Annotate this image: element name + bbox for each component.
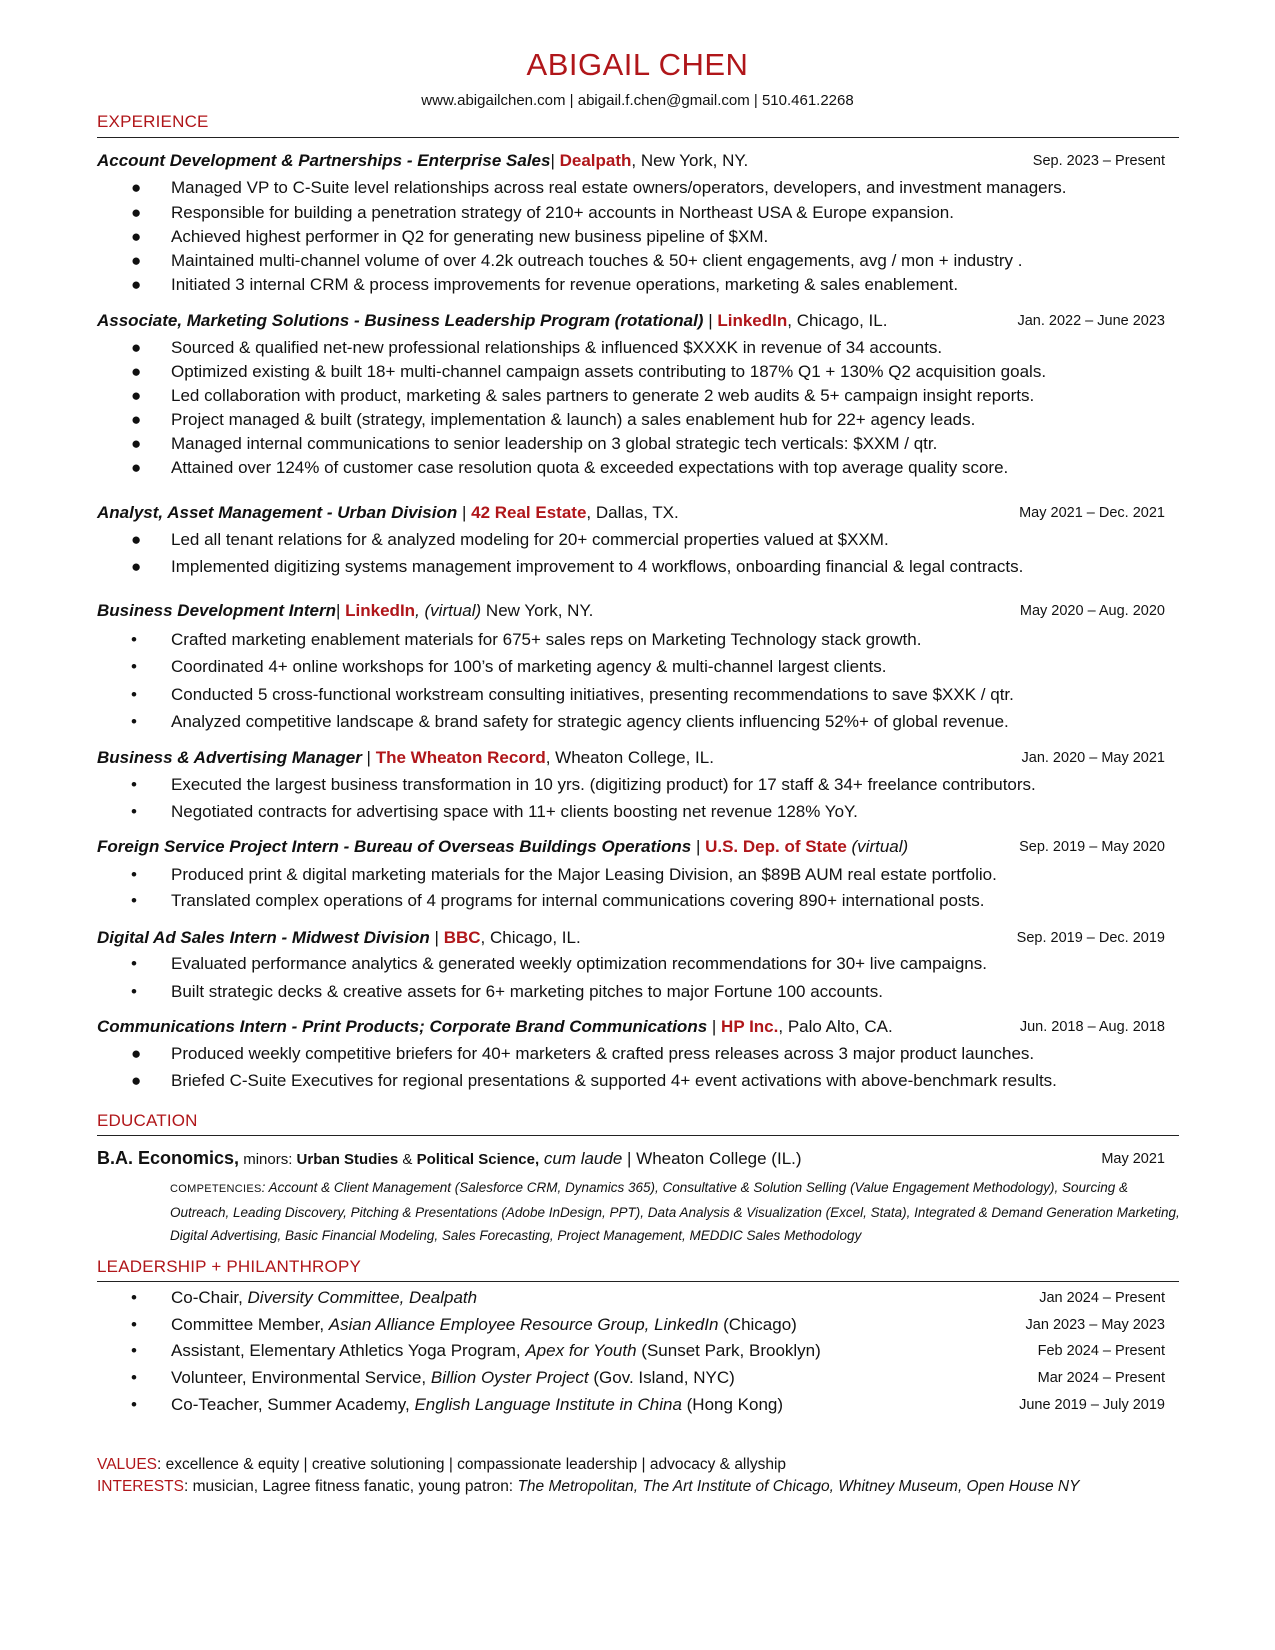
leadership-dates: Feb 2024 – Present xyxy=(1037,1343,1165,1359)
bullet-icon: ● xyxy=(131,251,142,270)
minor-urban-studies: Urban Studies xyxy=(296,1151,399,1168)
minor-political-science: Political Science, xyxy=(416,1151,540,1168)
job-dates: May 2020 – Aug. 2020 xyxy=(1019,603,1165,619)
leadership-text xyxy=(171,1315,797,1335)
bullet-item xyxy=(131,557,1181,577)
leadership-item xyxy=(131,1368,1165,1392)
bullet-list xyxy=(131,712,1181,732)
bullet-item xyxy=(131,338,1181,358)
bullet-icon: ● xyxy=(131,410,142,429)
bullet-list xyxy=(131,338,1181,358)
leadership-org: English Language Institute in China xyxy=(414,1395,682,1414)
bullet-list xyxy=(131,891,1181,911)
bullet-item xyxy=(131,891,1181,911)
job-location: , Chicago, IL. xyxy=(480,928,581,947)
job-title: Account Development & Partnerships - Enterprise Sales xyxy=(97,151,551,170)
bullet-text: Analyzed competitive landscape & brand safety for strategic agency clients influencing 52%+ of global revenue. xyxy=(171,712,1009,731)
bullet-text: Conducted 5 cross-functional workstream consulting initiatives, presenting recommendations to save $XXK / qtr. xyxy=(171,685,1014,704)
education-divider xyxy=(97,1135,1179,1136)
bullet-item xyxy=(131,954,1181,974)
experience-divider xyxy=(97,137,1179,138)
job-heading xyxy=(97,748,1165,770)
leadership-item xyxy=(131,1315,1165,1339)
bullet-icon: ● xyxy=(131,203,142,222)
bullet-list xyxy=(131,275,1181,295)
leadership-item xyxy=(131,1341,1165,1365)
leadership-role: Volunteer, Environmental Service, xyxy=(171,1368,431,1387)
separator: | xyxy=(429,928,444,947)
bullet-item xyxy=(131,386,1181,406)
bullet-icon: ● xyxy=(131,1071,142,1090)
bullet-text: Crafted marketing enablement materials for 675+ sales reps on Marketing Technology stack growth. xyxy=(171,630,922,649)
separator: | xyxy=(361,748,376,767)
leadership-place: (Gov. Island, NYC) xyxy=(588,1368,735,1387)
bullet-text: Responsible for building a penetration strategy of 210+ accounts in Northeast USA & Europe expansion. xyxy=(171,203,954,222)
bullet-list xyxy=(131,685,1181,705)
competencies-label: COMPETENCIES xyxy=(170,1183,262,1195)
bullet-item xyxy=(131,802,1181,822)
bullet-icon: • xyxy=(131,802,137,821)
bullet-icon: ● xyxy=(131,338,142,357)
bullet-text: Achieved highest performer in Q2 for generating new business pipeline of $XM. xyxy=(171,227,769,246)
job-dates: Jan. 2022 – June 2023 xyxy=(1017,313,1165,329)
job-location: , Dallas, TX. xyxy=(586,503,679,522)
leadership-org: Apex for Youth xyxy=(525,1341,637,1360)
bullet-item xyxy=(131,1071,1181,1091)
company-name: BBC xyxy=(443,928,481,947)
bullet-text: Coordinated 4+ online workshops for 100’s of marketing agency & multi-channel largest clients. xyxy=(171,657,887,676)
bullet-text: Negotiated contracts for advertising space with 11+ clients boosting net revenue 128% YoY. xyxy=(171,802,858,821)
company-name: LinkedIn xyxy=(345,601,416,620)
separator: | xyxy=(550,151,560,170)
bullet-list xyxy=(131,386,1181,406)
bullet-list xyxy=(131,410,1181,430)
contact-line: www.abigailchen.com | abigail.f.chen@gmail.com | 510.461.2268 xyxy=(421,92,854,109)
bullet-icon: • xyxy=(131,685,137,704)
bullet-text: Managed internal communications to senior leadership on 3 global strategic tech verticals: $XXM / qtr. xyxy=(171,434,938,453)
leadership-heading: LEADERSHIP + PHILANTHROPY xyxy=(97,1257,362,1276)
work-mode: (virtual) xyxy=(846,837,909,856)
bullet-list xyxy=(131,802,1181,822)
job-heading xyxy=(97,928,1165,950)
bullet-item xyxy=(131,251,1181,271)
bullet-list xyxy=(131,982,1181,1002)
education-date: May 2021 xyxy=(1101,1151,1165,1167)
bullet-icon: • xyxy=(131,891,137,910)
leadership-place: (Chicago) xyxy=(718,1315,797,1334)
bullet-list xyxy=(131,1071,1181,1091)
job-title: Foreign Service Project Intern - Bureau of Overseas Buildings Operations xyxy=(97,837,692,856)
bullet-item xyxy=(131,178,1181,198)
leadership-item xyxy=(131,1288,1165,1312)
job-title: Analyst, Asset Management - Urban Division xyxy=(97,503,458,522)
competencies xyxy=(170,1176,1185,1247)
job-location: , Palo Alto, CA. xyxy=(778,1017,893,1036)
bullet-icon: ● xyxy=(131,178,142,197)
bullet-icon: • xyxy=(131,775,137,794)
company-name: Dealpath xyxy=(559,151,632,170)
bullet-icon: ● xyxy=(131,458,142,477)
competencies-text: : Account & Client Management (Salesforce CRM, Dynamics 365), Consultative & Solution Selling (Value Engagement Methodology), Sourcing & Outreach, Leading Discovery, Pitching & Presentations (Adobe InDesign, PPT), Data Analysis & Visualization (Excel, Stata), Integrated & Demand Generation Marketing, Digital Advertising, Basic Financial Modeling, Sales Forecasting, Project Management, MEDDIC Sales Methodology xyxy=(170,1180,1180,1243)
bullet-icon: ● xyxy=(131,227,142,246)
bullet-list xyxy=(131,203,1181,223)
company-name: HP Inc. xyxy=(721,1017,779,1036)
bullet-list xyxy=(131,178,1181,198)
bullet-item xyxy=(131,657,1181,677)
company-name: U.S. Dep. of State xyxy=(705,837,847,856)
values-label: VALUES xyxy=(97,1456,158,1473)
separator: | xyxy=(703,311,718,330)
bullet-icon: ● xyxy=(131,386,142,405)
bullet-list xyxy=(131,434,1181,454)
bullet-icon: • xyxy=(131,1288,137,1307)
interests-label: INTERESTS xyxy=(97,1478,184,1495)
bullet-list xyxy=(131,251,1181,271)
job-heading xyxy=(97,151,1165,173)
bullet-text: Led all tenant relations for & analyzed modeling for 20+ commercial properties valued at $XXM. xyxy=(171,530,889,549)
bullet-icon: • xyxy=(131,712,137,731)
bullet-item xyxy=(131,630,1181,650)
bullet-item xyxy=(131,362,1181,382)
job-heading xyxy=(97,837,1165,859)
bullet-list xyxy=(131,530,1181,550)
job-location: , Chicago, IL. xyxy=(787,311,888,330)
separator: | xyxy=(457,503,472,522)
values-text: : excellence & equity | creative solutioning | compassionate leadership | advocacy & allyship xyxy=(157,1456,787,1473)
bullet-list xyxy=(131,458,1181,478)
bullet-list xyxy=(131,954,1181,974)
bullet-list xyxy=(131,557,1181,577)
job-dates: May 2021 – Dec. 2021 xyxy=(1019,505,1165,521)
bullet-icon: • xyxy=(131,1395,137,1414)
bullet-icon: • xyxy=(131,657,137,676)
bullet-icon: ● xyxy=(131,1044,142,1063)
bullet-text: Evaluated performance analytics & generated weekly optimization recommendations for 30+ live campaigns. xyxy=(171,954,987,973)
bullet-list xyxy=(131,865,1181,885)
bullet-list xyxy=(131,630,1181,650)
bullet-icon: ● xyxy=(131,530,142,549)
job-dates: Sep. 2019 – May 2020 xyxy=(1019,839,1165,855)
school: | Wheaton College (IL.) xyxy=(622,1149,802,1168)
bullet-icon: ● xyxy=(131,275,142,294)
separator: | xyxy=(336,601,346,620)
values-line xyxy=(97,1456,786,1474)
bullet-list xyxy=(131,657,1181,677)
job-dates: Sep. 2023 – Present xyxy=(1032,153,1165,169)
bullet-icon: ● xyxy=(131,434,142,453)
bullet-text: Translated complex operations of 4 programs for internal communications covering 890+ international posts. xyxy=(171,891,985,910)
bullet-icon: • xyxy=(131,982,137,1001)
job-title: Business Development Intern xyxy=(97,601,337,620)
job-title: Digital Ad Sales Intern - Midwest Division xyxy=(97,928,430,947)
leadership-text xyxy=(171,1288,477,1308)
bullet-text: Optimized existing & built 18+ multi-channel campaign assets contributing to 187% Q1 + 130% Q2 acquisition goals. xyxy=(171,362,1047,381)
job-heading xyxy=(97,503,1165,525)
bullet-text: Produced print & digital marketing materials for the Major Leasing Division, an $89B AUM real estate portfolio. xyxy=(171,865,997,884)
bullet-text: Managed VP to C-Suite level relationships across real estate owners/operators, developers, and investment managers. xyxy=(171,178,1067,197)
bullet-text: Built strategic decks & creative assets for 6+ marketing pitches to major Fortune 100 accounts. xyxy=(171,982,883,1001)
job-location: , Wheaton College, IL. xyxy=(545,748,714,767)
bullet-text: Led collaboration with product, marketing & sales partners to generate 2 web audits & 5+ campaign insight reports. xyxy=(171,386,1035,405)
leadership-role: Co-Teacher, Summer Academy, xyxy=(171,1395,415,1414)
separator: | xyxy=(691,837,706,856)
bullet-text: Attained over 124% of customer case resolution quota & exceeded expectations with top average quality score. xyxy=(171,458,1009,477)
bullet-item xyxy=(131,410,1181,430)
job-title: Business & Advertising Manager xyxy=(97,748,362,767)
job-heading xyxy=(97,311,1165,333)
work-mode: , (virtual) xyxy=(415,601,482,620)
company-name: LinkedIn xyxy=(717,311,788,330)
leadership-divider xyxy=(97,1281,1179,1282)
leadership-org: Diversity Committee, Dealpath xyxy=(247,1288,478,1307)
candidate-name: ABIGAIL CHEN xyxy=(526,47,749,82)
bullet-icon: • xyxy=(131,1368,137,1387)
bullet-icon: • xyxy=(131,1341,137,1360)
bullet-icon: ● xyxy=(131,362,142,381)
bullet-text: Sourced & qualified net-new professional relationships & influenced $XXXK in revenue of 34 accounts. xyxy=(171,338,943,357)
job-dates: Sep. 2019 – Dec. 2019 xyxy=(1016,930,1165,946)
bullet-item xyxy=(131,712,1181,732)
bullet-text: Produced weekly competitive briefers for 40+ marketers & crafted press releases across 3 major product launches. xyxy=(171,1044,1035,1063)
interests-text: : musician, Lagree fitness fanatic, young patron: xyxy=(183,1478,518,1495)
job-location: , New York, NY. xyxy=(631,151,749,170)
leadership-text xyxy=(171,1368,735,1388)
leadership-dates: Mar 2024 – Present xyxy=(1037,1370,1165,1386)
job-dates: Jun. 2018 – Aug. 2018 xyxy=(1019,1019,1165,1035)
job-location: New York, NY. xyxy=(481,601,594,620)
bullet-list xyxy=(131,362,1181,382)
leadership-text xyxy=(171,1395,783,1415)
interests-italic: The Metropolitan, The Art Institute of Chicago, Whitney Museum, Open House NY xyxy=(517,1478,1080,1495)
bullet-text: Initiated 3 internal CRM & process improvements for revenue operations, marketing & sales enablement. xyxy=(171,275,959,294)
bullet-icon: ● xyxy=(131,557,142,576)
separator: | xyxy=(707,1017,722,1036)
education-heading: EDUCATION xyxy=(97,1111,198,1130)
bullet-item xyxy=(131,530,1181,550)
bullet-icon: • xyxy=(131,865,137,884)
leadership-role: Committee Member, xyxy=(171,1315,329,1334)
leadership-dates: Jan 2023 – May 2023 xyxy=(1025,1317,1165,1333)
bullet-icon: • xyxy=(131,630,137,649)
bullet-item xyxy=(131,775,1181,795)
bullet-list xyxy=(131,227,1181,247)
bullet-item xyxy=(131,275,1181,295)
bullet-icon: • xyxy=(131,1315,137,1334)
minors-label: minors: xyxy=(239,1151,297,1168)
leadership-dates: Jan 2024 – Present xyxy=(1039,1290,1165,1306)
bullet-text: Executed the largest business transformation in 10 yrs. (digitizing product) for 17 staff & 34+ freelance contributors. xyxy=(171,775,1036,794)
bullet-item xyxy=(131,434,1181,454)
job-title: Associate, Marketing Solutions - Business Leadership Program (rotational) xyxy=(97,311,704,330)
leadership-place: (Sunset Park, Brooklyn) xyxy=(636,1341,821,1360)
degree: B.A. Economics, xyxy=(97,1148,240,1168)
leadership-place: (Hong Kong) xyxy=(681,1395,784,1414)
bullet-text: Briefed C-Suite Executives for regional presentations & supported 4+ event activations with above-benchmark results. xyxy=(171,1071,1057,1090)
bullet-item xyxy=(131,982,1181,1002)
interests-line xyxy=(97,1478,1079,1496)
bullet-text: Project managed & built (strategy, implementation & launch) a sales enablement hub for 22+ agency leads. xyxy=(171,410,976,429)
bullet-list xyxy=(131,1044,1181,1064)
bullet-icon: • xyxy=(131,954,137,973)
education-entry: B.A. Economics, minors: Urban Studies & Political Science, cum laude | Wheaton College (IL.) May 2021 xyxy=(97,1148,1165,1168)
bullet-item xyxy=(131,458,1181,478)
bullet-item xyxy=(131,1044,1181,1064)
job-heading xyxy=(97,1017,1165,1039)
leadership-dates: June 2019 – July 2019 xyxy=(1019,1397,1165,1413)
bullet-item xyxy=(131,865,1181,885)
bullet-text: Implemented digitizing systems management improvement to 4 workflows, onboarding financial & legal contracts. xyxy=(171,557,1024,576)
leadership-text xyxy=(171,1341,821,1361)
job-dates: Jan. 2020 – May 2021 xyxy=(1021,750,1165,766)
company-name: The Wheaton Record xyxy=(375,748,546,767)
bullet-text: Maintained multi-channel volume of over 4.2k outreach touches & 50+ client engagements, avg / mon + industry . xyxy=(171,251,1023,270)
job-heading xyxy=(97,601,1165,623)
job-title: Communications Intern - Print Products; Corporate Brand Communications xyxy=(97,1017,708,1036)
bullet-list xyxy=(131,775,1181,795)
leadership-role: Co-Chair, xyxy=(171,1288,248,1307)
bullet-item xyxy=(131,203,1181,223)
leadership-item xyxy=(131,1395,1165,1419)
leadership-org: Asian Alliance Employee Resource Group, LinkedIn xyxy=(328,1315,719,1334)
honors: cum laude xyxy=(539,1149,623,1168)
leadership-role: Assistant, Elementary Athletics Yoga Program, xyxy=(171,1341,526,1360)
experience-heading: EXPERIENCE xyxy=(97,112,209,131)
leadership-org: Billion Oyster Project xyxy=(430,1368,589,1387)
company-name: 42 Real Estate xyxy=(471,503,587,522)
bullet-item xyxy=(131,227,1181,247)
bullet-item xyxy=(131,685,1181,705)
